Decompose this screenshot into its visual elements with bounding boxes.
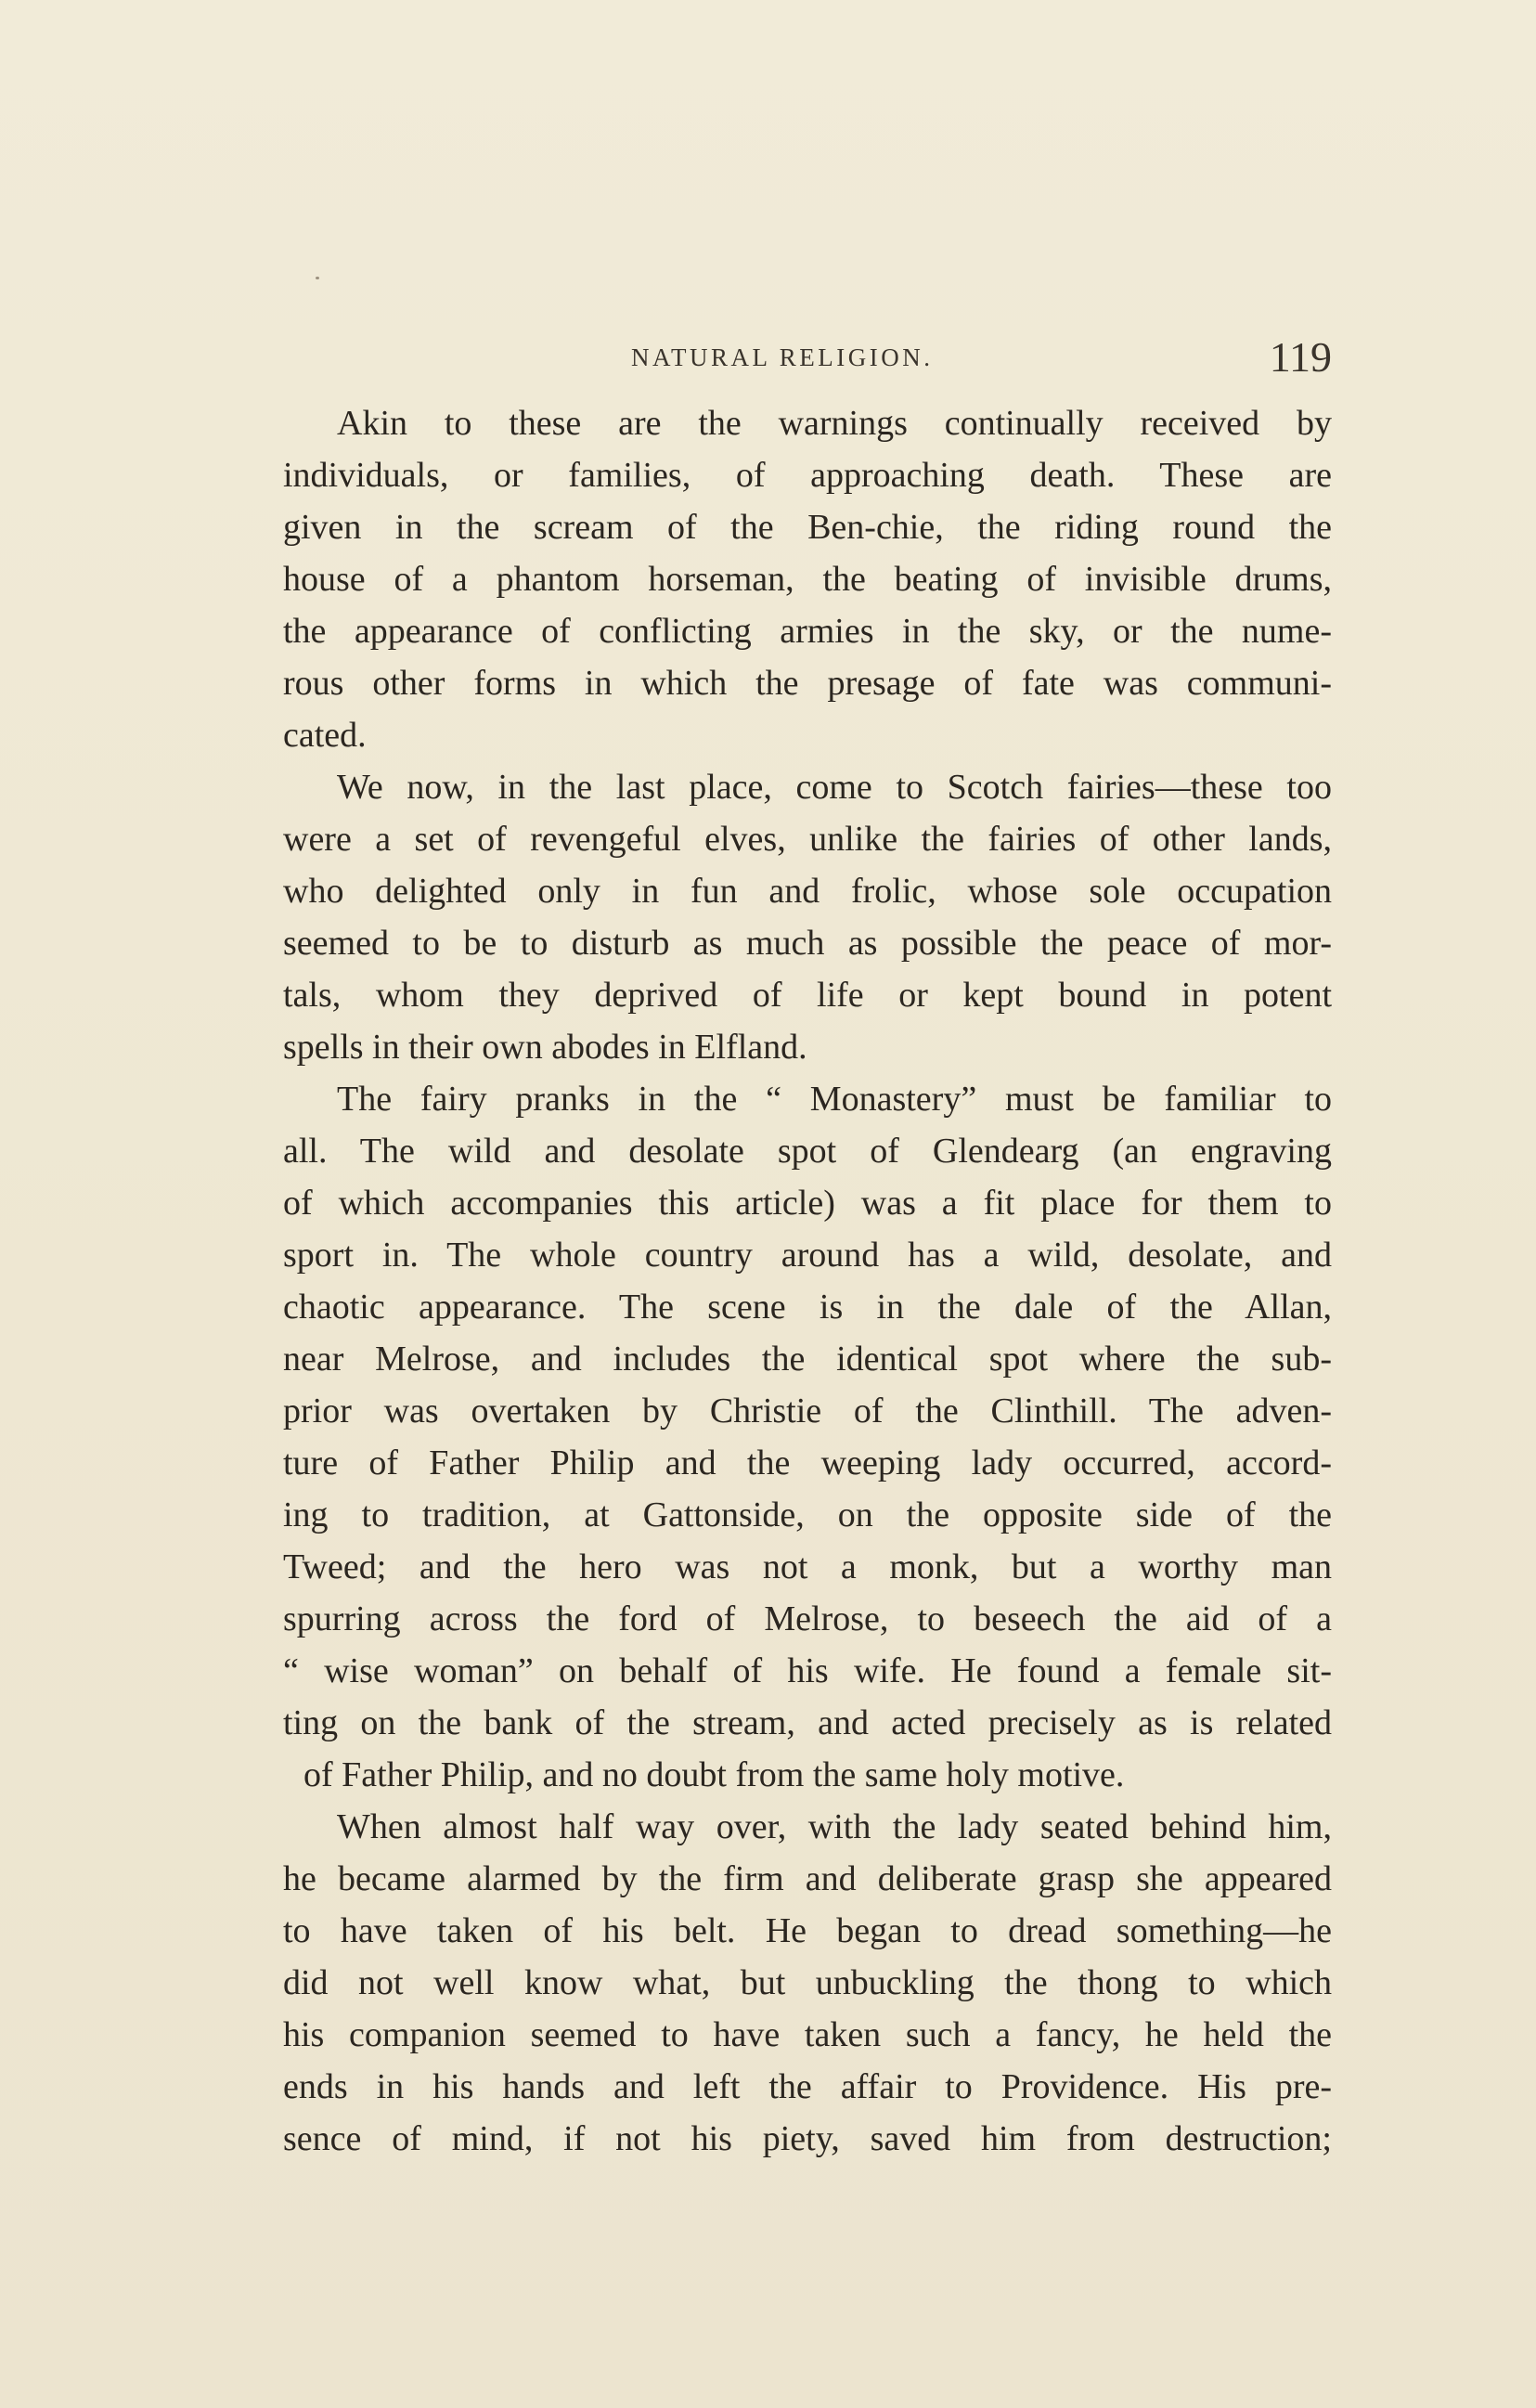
text-line: cated. <box>283 716 367 755</box>
text-line: of which accompanies this article) was a fit place for them to <box>283 1184 1332 1223</box>
text-line: given in the scream of the Ben-chie, the riding round the <box>283 508 1332 547</box>
paper-speck <box>316 277 319 279</box>
running-head <box>283 332 1332 388</box>
body-text <box>283 397 1332 2165</box>
text-line: tals, whom they deprived of life or kept bound in potent <box>283 976 1332 1015</box>
text-line: near Melrose, and includes the identical spot where the sub- <box>283 1340 1332 1379</box>
text-line: his companion seemed to have taken such a fancy, he held the <box>283 2015 1332 2054</box>
page-number: 119 <box>1269 333 1332 381</box>
text-line: ting on the bank of the stream, and acted precisely as is related <box>283 1703 1332 1742</box>
text-line: ends in his hands and left the affair to Providence. His pre- <box>283 2067 1332 2106</box>
text-line: all. The wild and desolate spot of Glendearg (an engraving <box>283 1132 1332 1171</box>
text-line: Tweed; and the hero was not a monk, but a worthy man <box>283 1547 1332 1586</box>
text-line: of Father Philip, and no doubt from the same holy motive. <box>303 1755 1125 1794</box>
text-line: to have taken of his belt. He began to dread something—he <box>283 1911 1332 1950</box>
text-line: the appearance of conflicting armies in the sky, or the nume- <box>283 612 1332 651</box>
text-line: spurring across the ford of Melrose, to beseech the aid of a <box>283 1599 1332 1638</box>
text-line: sence of mind, if not his piety, saved him from destruction; <box>283 2119 1332 2158</box>
text-line: seemed to be to disturb as much as possible the peace of mor- <box>283 924 1332 963</box>
text-line: “ wise woman” on behalf of his wife. He found a female sit- <box>283 1651 1332 1690</box>
text-line: sport in. The whole country around has a wild, desolate, and <box>283 1236 1332 1275</box>
text-line: ing to tradition, at Gattonside, on the opposite side of the <box>283 1495 1332 1534</box>
text-line: spells in their own abodes in Elfland. <box>283 1028 807 1067</box>
text-line: Akin to these are the warnings continually received by <box>337 404 1332 443</box>
text-line: were a set of revengeful elves, unlike the fairies of other lands, <box>283 820 1332 859</box>
text-line: did not well know what, but unbuckling the thong to which <box>283 1963 1332 2002</box>
text-line: We now, in the last place, come to Scotch fairies—these too <box>337 768 1332 807</box>
running-title: NATURAL RELIGION. <box>631 343 934 371</box>
text-line: who delighted only in fun and frolic, whose sole occupation <box>283 872 1332 911</box>
text-line: he became alarmed by the firm and deliberate grasp she appeared <box>283 1859 1332 1898</box>
text-line: house of a phantom horseman, the beating of invisible drums, <box>283 560 1332 599</box>
text-line: rous other forms in which the presage of fate was communi- <box>283 664 1332 703</box>
text-line: chaotic appearance. The scene is in the dale of the Allan, <box>283 1288 1332 1327</box>
text-line: When almost half way over, with the lady seated behind him, <box>337 1807 1332 1846</box>
text-line: individuals, or families, of approaching death. These are <box>283 456 1332 495</box>
text-line: The fairy pranks in the “ Monastery” must be familiar to <box>337 1080 1332 1119</box>
text-line: prior was overtaken by Christie of the Clinthill. The adven- <box>283 1392 1332 1431</box>
text-line: ture of Father Philip and the weeping lady occurred, accord- <box>283 1444 1332 1482</box>
